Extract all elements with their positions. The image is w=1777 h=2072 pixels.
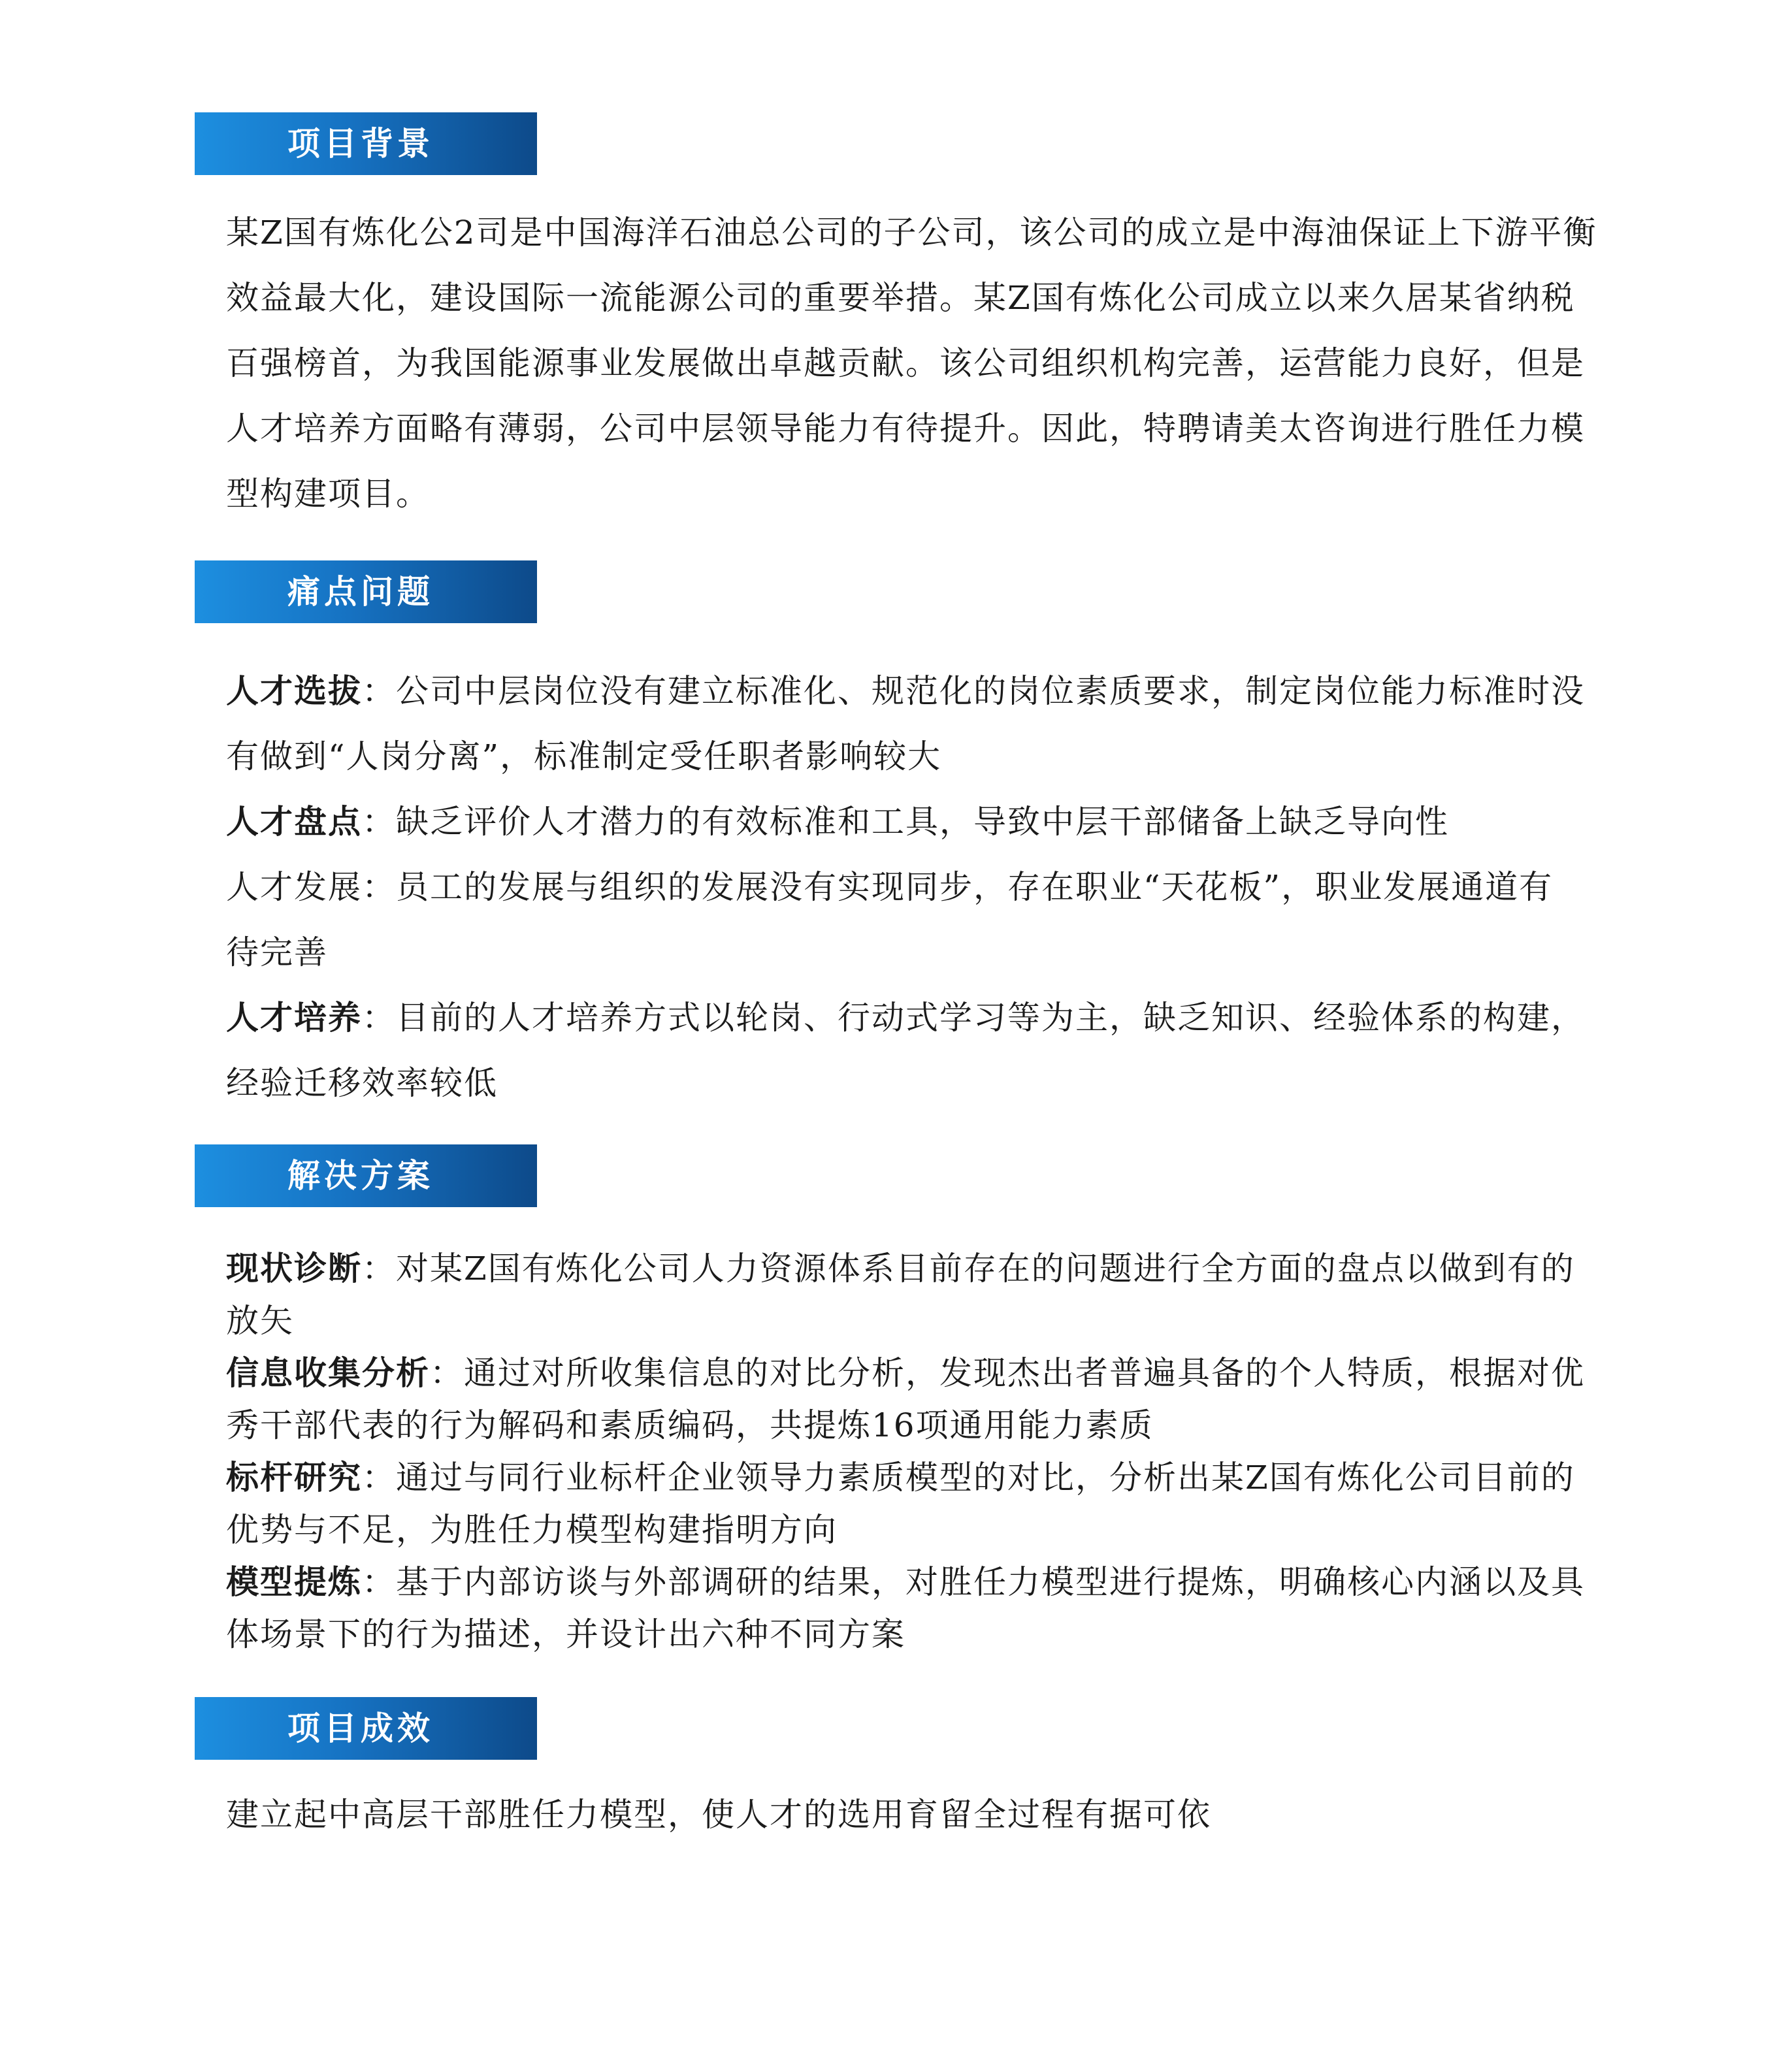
- pain-point-text: ：缺乏评价人才潜力的有效标准和工具，导致中层干部储备上缺乏导向性: [362, 803, 1449, 841]
- pain-point-text: ：员工的发展与组织的发展没有实现同步，存在职业“天花板”，职业发展通道有待完善: [226, 868, 1554, 971]
- section-header-background: 项目背景: [195, 112, 537, 175]
- solution-term: 标杆研究: [226, 1458, 362, 1497]
- results-text: 建立起中高层干部胜任力模型，使人才的选用育留全过程有据可依: [226, 1796, 1211, 1834]
- pain-point-term: 人才发展: [226, 868, 362, 906]
- solution-term: 模型提炼: [226, 1562, 362, 1601]
- solution-term: 信息收集分析: [226, 1353, 430, 1392]
- background-text: 某Z国有炼化公2司是中国海洋石油总公司的子公司，该公司的成立是中海油保证上下游平衡效益最大化，建设国际一流能源公司的重要举措。某Z国有炼化公司成立以来久居某省纳税百强榜首，为我国能源事业发展做出卓越贡献。该公司组织机构完善，运营能力良好，但是人才培养方面略有薄弱，公司中层领导能力有待提升。因此，特聘请美太咨询进行胜任力模型构建项目。: [226, 214, 1597, 513]
- solution-text: ：基于内部访谈与外部调研的结果，对胜任力模型进行提炼，明确核心内涵以及具体场景下的行为描述，并设计出六种不同方案: [226, 1563, 1585, 1653]
- solution-item: [226, 1451, 1605, 1556]
- pain-point-item: [226, 789, 1605, 854]
- section-header-pain-points: 痛点问题: [195, 560, 537, 623]
- solution-text: ：通过与同行业标杆企业领导力素质模型的对比，分析出某Z国有炼化公司目前的优势与不足，为胜任力模型构建指明方向: [226, 1459, 1575, 1549]
- solution-item: [226, 1347, 1605, 1451]
- pain-point-text: ：目前的人才培养方式以轮岗、行动式学习等为主，缺乏知识、经验体系的构建，经验迁移效率较低: [226, 999, 1585, 1102]
- solution-term: 现状诊断: [226, 1249, 362, 1287]
- pain-point-item: [226, 658, 1585, 789]
- section-header-results: 项目成效: [195, 1697, 537, 1760]
- solution-text: ：通过对所收集信息的对比分析，发现杰出者普遍具备的个人特质，根据对优秀干部代表的行为解码和素质编码，共提炼16项通用能力素质: [226, 1354, 1585, 1444]
- pain-point-term: 人才盘点: [226, 802, 362, 841]
- pain-point-item: [226, 854, 1585, 985]
- pain-point-item: [226, 985, 1585, 1116]
- section-header-solution: 解决方案: [195, 1144, 537, 1207]
- solution-text: ：对某Z国有炼化公司人力资源体系目前存在的问题进行全方面的盘点以做到有的放矢: [226, 1250, 1575, 1340]
- solution-item: [226, 1556, 1605, 1660]
- pain-point-text: ：公司中层岗位没有建立标准化、规范化的岗位素质要求，制定岗位能力标准时没有做到“人岗分离”，标准制定受任职者影响较大: [226, 672, 1585, 775]
- pain-point-term: 人才培养: [226, 998, 362, 1037]
- pain-point-term: 人才选拔: [226, 672, 362, 710]
- solution-item: [226, 1242, 1605, 1347]
